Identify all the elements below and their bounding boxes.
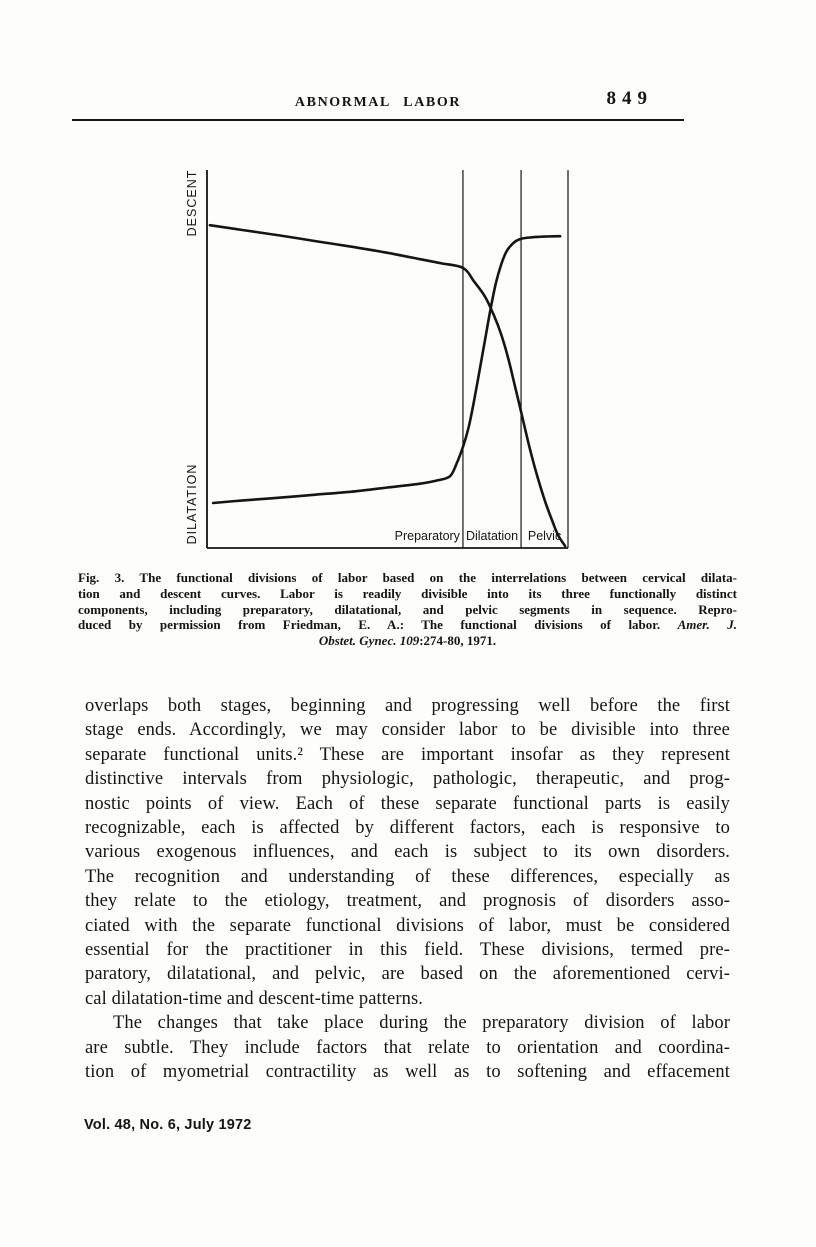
body-line: nostic points of view. Each of these separate functional parts is easily xyxy=(85,793,730,814)
caption-pages: :274-80, 1971. xyxy=(419,633,497,649)
region-label-preparatory: Preparatory xyxy=(394,529,460,543)
y-axis-label-dilatation: DILATATION xyxy=(185,463,199,545)
figure-3 xyxy=(170,160,600,560)
caption-journal-name: Amer. J. xyxy=(677,617,737,633)
body-line: stage ends. Accordingly, we may consider labor to be divisible into three xyxy=(85,720,730,741)
region-label-dilatation: Dilatation xyxy=(465,529,519,543)
caption-line: Fig. 3. The functional divisions of labor based on the interrelations between cervical dilata- xyxy=(78,570,737,585)
labor-divisions-chart xyxy=(170,160,600,560)
volume-footer: Vol. 48, No. 6, July 1972 xyxy=(84,1117,252,1133)
body-line: essential for the practitioner in this field. These divisions, termed pre- xyxy=(85,940,730,961)
body-line: ciated with the separate functional divisions of labor, must be considered xyxy=(85,915,730,936)
y-axis-label-descent: DESCENT xyxy=(185,169,199,237)
caption-line xyxy=(78,633,737,649)
body-line: are subtle. They include factors that relate to orientation and coordina- xyxy=(85,1037,730,1058)
page-number: 849 xyxy=(606,88,653,109)
body-line: The recognition and understanding of these differences, especially as xyxy=(85,866,730,887)
caption-volume: 109 xyxy=(399,633,420,649)
body-line: tion of myometrial contractility as well as to softening and effacement xyxy=(85,1062,730,1083)
region-label-pelvic: Pelvic xyxy=(527,529,562,543)
caption-line: components, including preparatory, dilatational, and pelvic segments in sequence. Repro- xyxy=(78,601,737,617)
body-line: overlaps both stages, beginning and progressing well before the first xyxy=(85,696,730,716)
curve-dilatation xyxy=(213,236,560,503)
body-line: paratory, dilatational, and pelvic, are based on the aforementioned cervi- xyxy=(85,964,730,985)
body-text xyxy=(85,694,730,1085)
body-line: The changes that take place during the preparatory division of labor xyxy=(113,1013,730,1034)
body-line: separate functional units.² These are important insofar as they represent xyxy=(85,744,730,765)
header-rule xyxy=(72,119,684,121)
body-line: distinctive intervals from physiologic, pathologic, therapeutic, and prog- xyxy=(85,769,730,790)
caption-text: duced by permission from Friedman, E. A.: The functional divisions of labor. xyxy=(78,617,661,633)
caption-line: tion and descent curves. Labor is readily divisible into its three functionally distinct xyxy=(78,585,737,601)
caption-line xyxy=(78,617,737,633)
figure-caption xyxy=(78,570,737,649)
caption-journal-name: Obstet. Gynec. xyxy=(318,633,397,649)
running-head: ABNORMAL LABOR xyxy=(294,95,462,110)
body-line: cal dilatation-time and descent-time patterns. xyxy=(85,988,423,1009)
body-line: various exogenous influences, and each is subject to its own disorders. xyxy=(85,842,730,863)
body-line: recognizable, each is affected by different factors, each is responsive to xyxy=(85,818,730,839)
body-line: they relate to the etiology, treatment, and prognosis of disorders asso- xyxy=(85,891,730,912)
